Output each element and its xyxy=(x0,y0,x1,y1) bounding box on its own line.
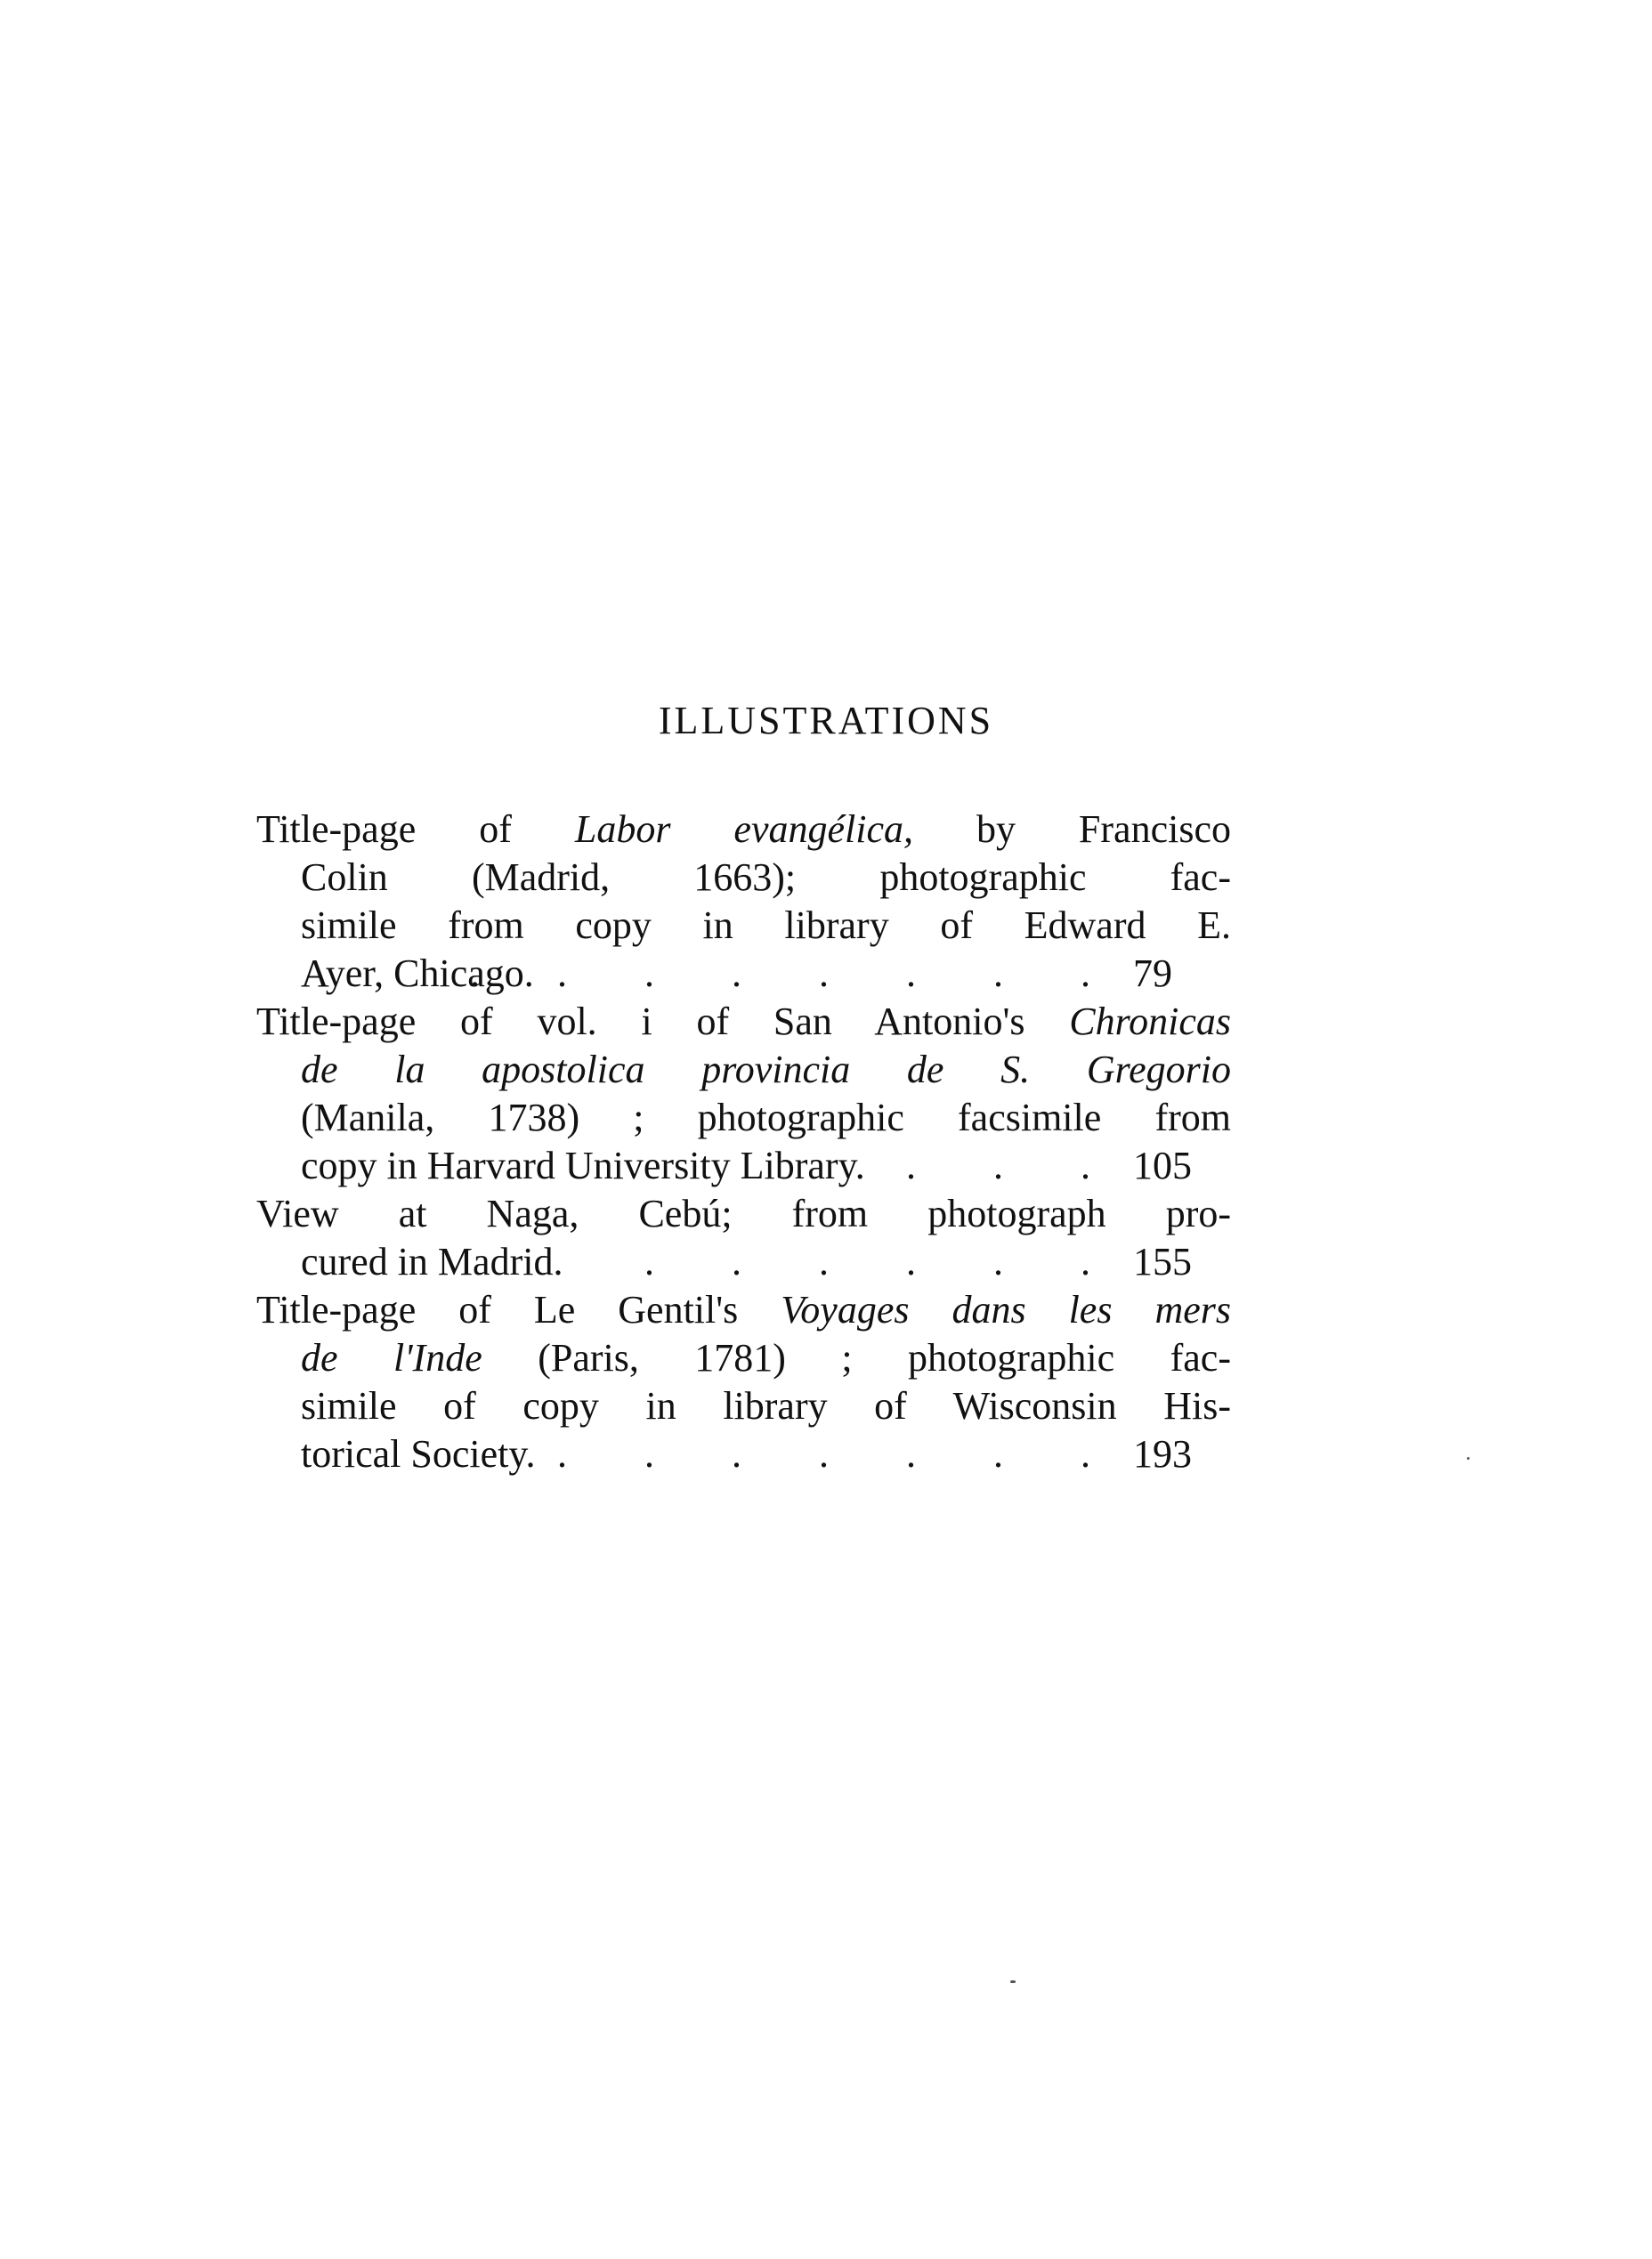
entry-line: Title-page of Labor evangélica, by Francisco xyxy=(256,807,1231,851)
entry-line: copy in Harvard University Library. . . . 105 xyxy=(256,1142,1231,1190)
leader-dots: . . . . . . xyxy=(644,1240,1124,1283)
entry-line: simile from copy in library of Edward E. xyxy=(301,903,1231,947)
scan-speck xyxy=(1467,1457,1470,1460)
entry-line: de la apostolica provincia de S. Gregorio xyxy=(301,1048,1231,1091)
illustration-entry xyxy=(256,998,1231,1190)
illustration-entry xyxy=(256,1286,1231,1478)
entry-line: (Manila, 1738) ; photographic facsimile from xyxy=(301,1096,1231,1139)
page-number: 155 xyxy=(1133,1240,1192,1283)
entry-line: Colin (Madrid, 1663); photographic fac- xyxy=(301,855,1231,899)
illustration-entry xyxy=(256,1190,1231,1286)
page-number: 79 xyxy=(1133,951,1172,995)
illustration-entry xyxy=(256,806,1231,998)
leader-dots: . . . xyxy=(906,1144,1124,1187)
page-number: 105 xyxy=(1133,1144,1192,1187)
entry-line: simile of copy in library of Wisconsin His- xyxy=(301,1384,1231,1428)
illustrations-list xyxy=(256,806,1231,1478)
entry-line: cured in Madrid. . . . . . . 155 xyxy=(256,1238,1231,1286)
leader-dots: . . . . . . . xyxy=(557,1432,1124,1476)
page-heading: ILLUSTRATIONS xyxy=(658,699,994,742)
entry-line: Ayer, Chicago. . . . . . . . . 79 xyxy=(256,950,1231,998)
entry-line: de l'Inde (Paris, 1781) ; photographic fac- xyxy=(301,1336,1231,1380)
entry-line: torical Society. . . . . . . . 193 xyxy=(256,1430,1231,1478)
scan-speck xyxy=(1010,1980,1016,1983)
entry-line: View at Naga, Cebú; from photograph pro- xyxy=(256,1192,1231,1235)
leader-dots: . . . . . . . . xyxy=(470,951,1124,995)
page-number: 193 xyxy=(1133,1432,1192,1476)
entry-line: Title-page of vol. i of San Antonio's Chronicas xyxy=(256,1000,1231,1043)
entry-line: Title-page of Le Gentil's Voyages dans les mers xyxy=(256,1288,1231,1332)
